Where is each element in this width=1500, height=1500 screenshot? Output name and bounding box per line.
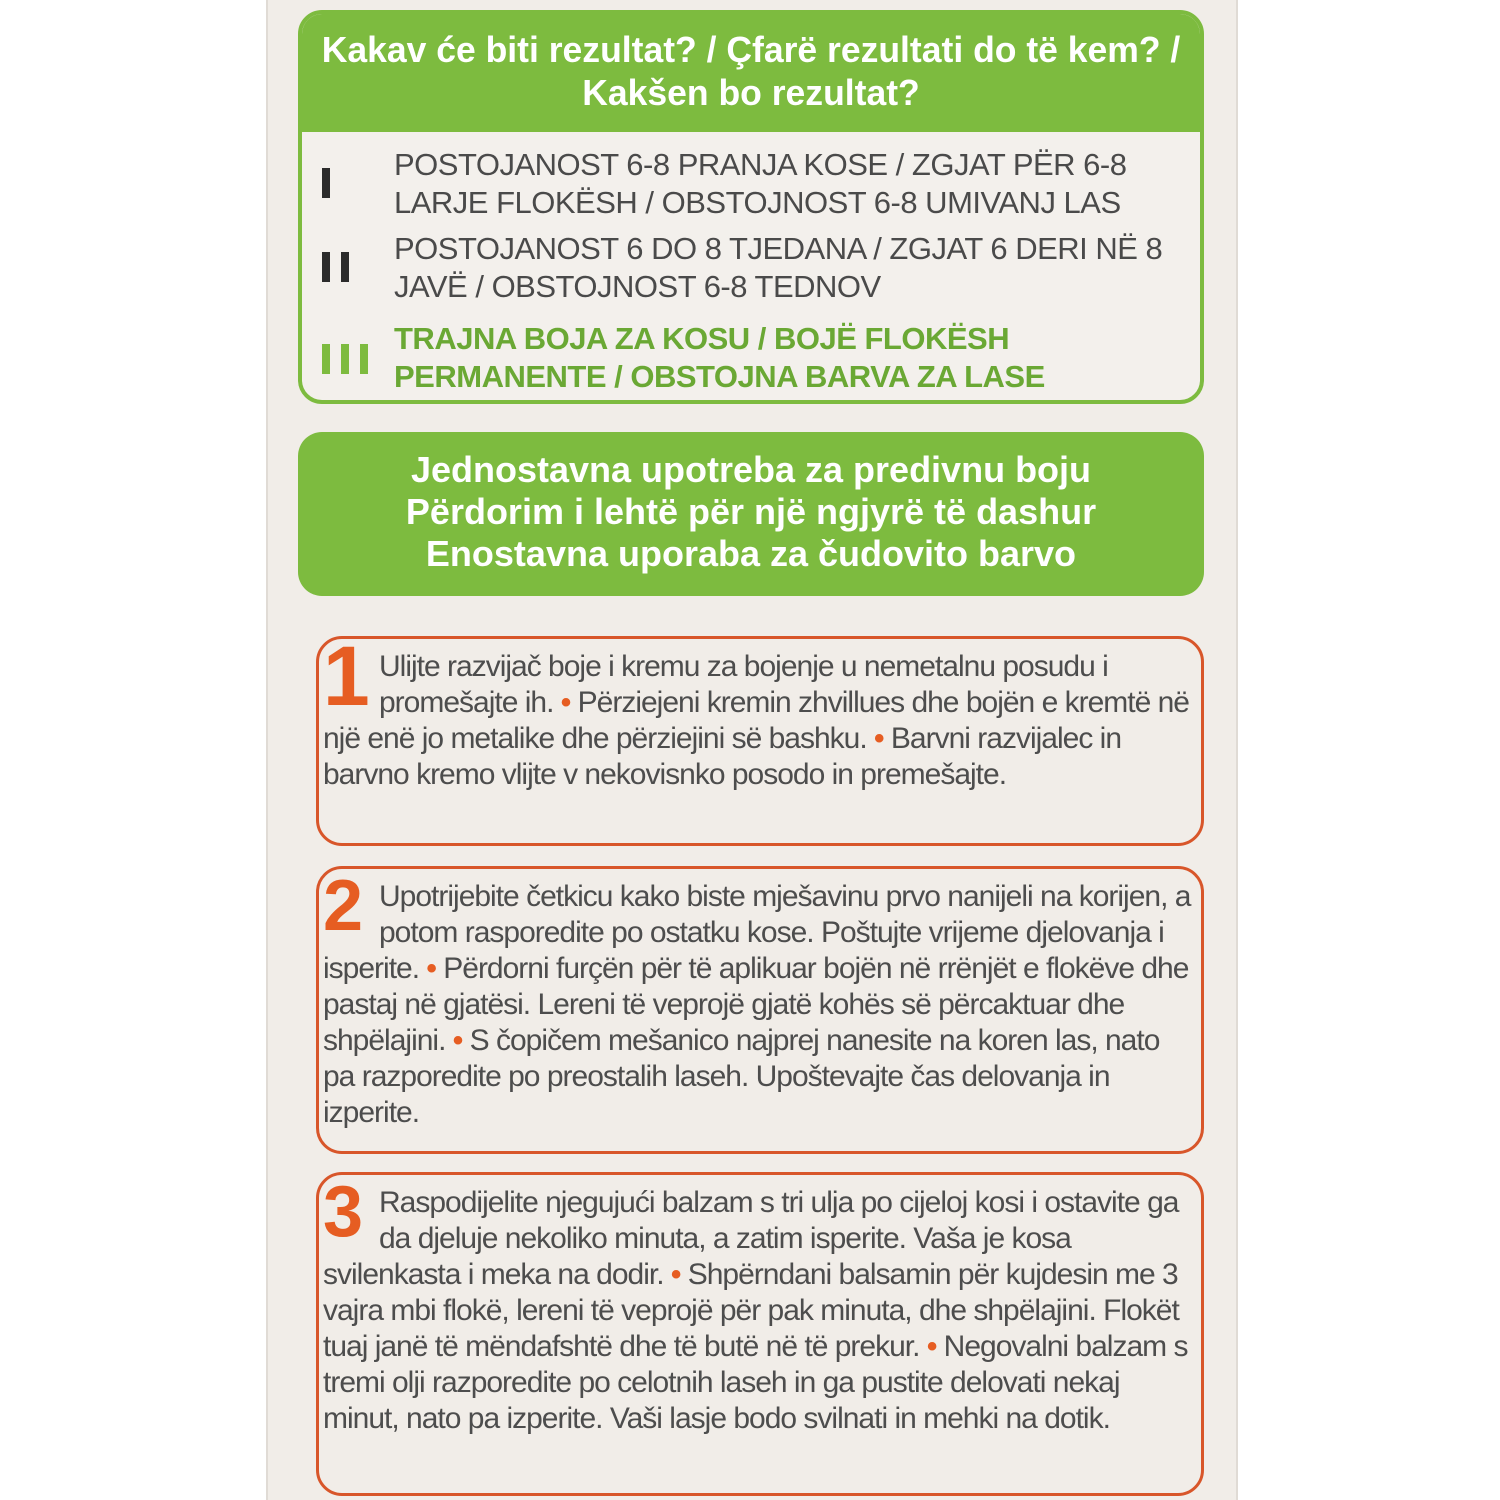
result-box	[298, 10, 1204, 404]
bullet-icon: •	[426, 952, 436, 985]
step-number: 1	[323, 629, 370, 723]
step-text-sl: S čopičem mešanico najprej nanesite na koren las, nato pa razporedite po preostalih laseh. Upoštevajte čas delovanja in izperite.	[323, 1024, 1160, 1129]
step-text	[323, 649, 1195, 793]
usage-line-1: Jednostavna upotreba za predivnu boju	[410, 449, 1092, 490]
level-bar-icon	[341, 344, 349, 374]
step-text-hr: Ulijte razvijač boje i kremu za bojenje u nemetalnu posudu i promešajte ih.	[379, 650, 1108, 719]
level-3-bars-icon	[322, 344, 368, 374]
level-1-text: POSTOJANOST 6-8 PRANJA KOSE / ZGJAT PËR 6-8 LARJE FLOKËSH / OBSTOJNOST 6-8 UMIVANJ LAS	[394, 147, 1127, 220]
step-number: 2	[323, 866, 364, 946]
usage-header	[298, 432, 1204, 596]
step-text	[323, 1185, 1195, 1437]
step-text-sq: Përziejeni kremin zhvillues dhe bojën e kremtë në një enë jo metalike dhe përziejini së bashku.	[323, 686, 1189, 755]
level-bar-icon	[322, 344, 330, 374]
usage-line-2: Përdorim i lehtë për një ngjyrë të dashur	[405, 491, 1097, 532]
step-text	[323, 879, 1195, 1131]
level-1-bars-icon	[322, 168, 330, 198]
step-3	[316, 1172, 1204, 1496]
bullet-icon: •	[560, 686, 571, 719]
step-2	[316, 866, 1204, 1154]
bullet-icon: •	[926, 1330, 937, 1363]
level-bar-icon	[322, 252, 330, 282]
usage-line-3: Enostavna uporaba za čudovito barvo	[425, 533, 1077, 574]
step-text-hr: Raspodijelite njegujući balzam s tri ulja po cijeloj kosi i ostavite ga da djeluje nekoliko minuta, a zatim isperite. Vaša je kosa svilenkasta i meka na dodir.	[323, 1186, 1179, 1291]
step-text-sq: Shpërndani balsamin për kujdesin me 3 vajra mbi flokë, lereni të veprojë për pak minuta, dhe shpëlajini. Flokët tuaj janë të mëndafshtë dhe të butë në të prekur.	[323, 1258, 1179, 1363]
level-2-text: POSTOJANOST 6 DO 8 TJEDANA / ZGJAT 6 DERI NË 8 JAVË / OBSTOJNOST 6-8 TEDNOV	[394, 231, 1163, 304]
result-title-line2: Kakšen bo rezultat?	[582, 72, 920, 113]
level-3-text: TRAJNA BOJA ZA KOSU / BOJË FLOKËSH PERMANENTE / OBSTOJNA BARVA ZA LASE	[394, 321, 1045, 394]
result-title	[302, 14, 1200, 132]
step-text-sq: Përdorni furçën për të aplikuar bojën në rrënjët e flokëve dhe pastaj në gjatësi. Lereni të veprojë gjatë kohës së përcaktuar dhe shpëlajini.	[323, 952, 1189, 1057]
step-text-sl: Negovalni balzam s tremi olji razporedite po celotnih laseh in ga pustite delovati nekaj minut, nato pa izperite. Vaši lasje bodo svilnati in mehki na dotik.	[323, 1330, 1188, 1435]
bullet-icon: •	[670, 1258, 681, 1291]
bullet-icon: •	[452, 1024, 463, 1057]
step-text-hr: Upotrijebite četkicu kako biste mješavinu prvo nanijeli na korijen, a potom rasporedite po ostatku kose. Poštujte vrijeme djelovanja i isperite.	[323, 880, 1191, 985]
level-2-bars-icon	[322, 252, 349, 282]
step-number: 3	[323, 1172, 364, 1252]
bullet-icon: •	[874, 722, 884, 755]
step-text-sl: Barvni razvijalec in barvno kremo vlijte v nekovisnko posodo in premešajte.	[323, 722, 1121, 791]
step-1	[316, 629, 1204, 846]
result-title-line1: Kakav će biti rezultat? / Çfarë rezultati do të kem? /	[321, 29, 1181, 70]
level-bar-icon	[360, 344, 368, 374]
level-bar-icon	[322, 168, 330, 198]
level-bar-icon	[341, 252, 349, 282]
